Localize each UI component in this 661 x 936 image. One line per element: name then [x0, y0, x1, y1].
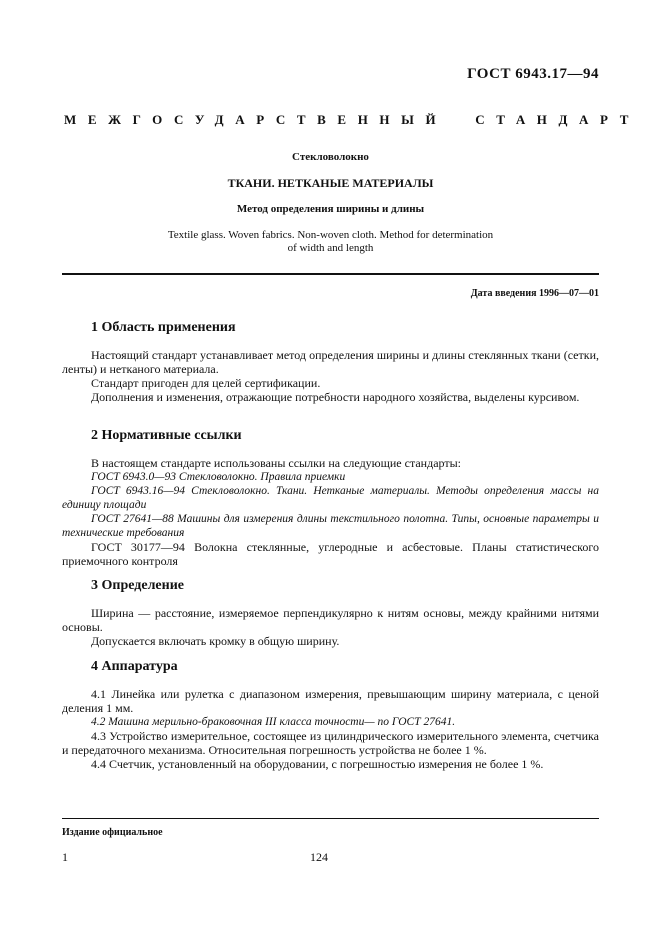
paragraph: В настоящем стандарте использованы ссылки на следующие стандарты: [91, 456, 462, 470]
section-heading: 1 Область применения [91, 320, 236, 335]
paragraph: 4.1 Линейка или рулетка с диапазоном измерения, превышающим ширину материала, с ценой деления 1 мм. [62, 687, 599, 715]
interstate-word: МЕЖГОСУДАРСТВЕННЫЙ [64, 112, 448, 127]
paragraph: Ширина — расстояние, измеряемое перпендикулярно к нитям основы, между крайними нитями основы. [62, 606, 599, 634]
section-heading: 2 Нормативные ссылки [91, 428, 242, 443]
reference-item: ГОСТ 6943.0—93 Стекловолокно. Правила приемки [91, 471, 346, 483]
intro-date: Дата введения 1996—07—01 [470, 288, 599, 299]
page-number-center: 124 [310, 850, 328, 864]
paragraph: Допускается включать кромку в общую ширину. [91, 634, 340, 648]
interstate-standard-banner [64, 112, 640, 128]
english-title-line1: Textile glass. Woven fabrics. Non-woven cloth. Method for determination [167, 229, 494, 241]
english-title-line2: of width and length [287, 242, 374, 254]
reference-item: ГОСТ 30177—94 Волокна стеклянные, углеродные и асбестовые. Планы статистического приемочного контроля [62, 540, 599, 568]
section-heading: 3 Определение [91, 578, 184, 593]
paragraph: Дополнения и изменения, отражающие потребности народного хозяйства, выделены курсивом. [91, 390, 580, 404]
title-divider [62, 273, 599, 275]
gost-code: ГОСТ 6943.17—94 [467, 66, 599, 82]
paragraph: 4.2 Машина мерильно-браковочная III класса точности— по ГОСТ 27641. [91, 716, 456, 728]
paragraph: Стандарт пригоден для целей сертификации. [91, 376, 321, 390]
paragraph: Настоящий стандарт устанавливает метод определения ширины и длины стеклянных ткани (сетки, ленты) и нетканого материала. [62, 348, 599, 376]
official-edition-label: Издание официальное [62, 827, 163, 838]
standard-word: СТАНДАРТ [475, 112, 641, 127]
document-method: Метод определения ширины и длины [236, 203, 425, 215]
document-title: ТКАНИ. НЕТКАНЫЕ МАТЕРИАЛЫ [227, 176, 434, 190]
english-title [62, 229, 599, 255]
footer-divider [62, 818, 599, 819]
paragraph: 4.4 Счетчик, установленный на оборудовании, с погрешностью измерения не более 1 %. [91, 757, 544, 771]
paragraph: 4.3 Устройство измерительное, состоящее из цилиндрического измерительного элемента, счетчика и передаточного механизма. Относительная погрешность устройства не более 1 %. [62, 729, 599, 757]
page-number-left: 1 [62, 850, 68, 864]
section-heading: 4 Аппаратура [91, 659, 178, 674]
reference-item: ГОСТ 6943.16—94 Стекловолокно. Ткани. Нетканые материалы. Методы определения массы на единицу площади [62, 485, 599, 511]
reference-item: ГОСТ 27641—88 Машины для измерения длины текстильного полотна. Типы, основные параметры и технические требования [62, 513, 599, 539]
document-subject: Стекловолокно [292, 151, 369, 163]
